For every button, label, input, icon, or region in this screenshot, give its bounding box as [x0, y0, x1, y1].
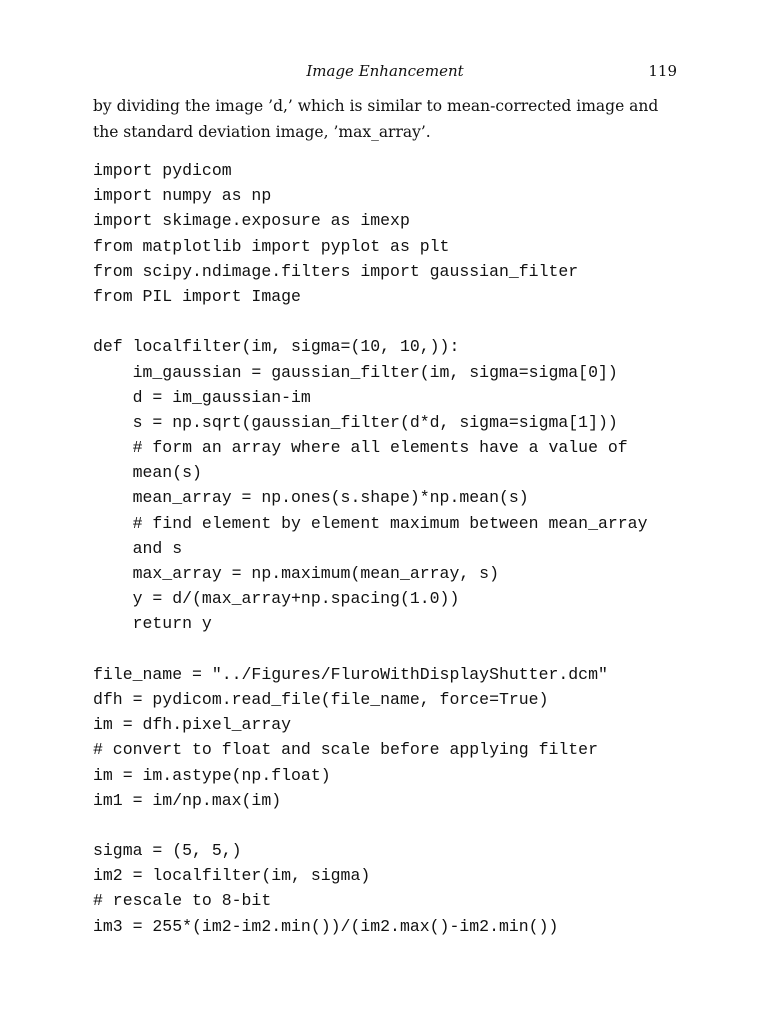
code-line: im = dfh.pixel_array: [93, 715, 292, 735]
code-comment-line: # convert to float and scale before applying filter: [93, 740, 598, 760]
code-line: from matplotlib import pyplot as plt: [93, 236, 450, 256]
code-line: s = np.sqrt(gaussian_filter(d*d, sigma=sigma[1])): [93, 412, 618, 432]
code-line: im_gaussian = gaussian_filter(im, sigma=sigma[0]): [93, 362, 618, 382]
code-line: im1 = im/np.max(im): [93, 790, 282, 810]
code-line: def localfilter(im, sigma=(10, 10,)):: [93, 337, 460, 357]
code-line: im3 = 255*(im2-im2.min())/(im2.max()-im2.min()): [93, 916, 559, 936]
running-header: [93, 60, 677, 82]
code-blank-line: [93, 637, 648, 662]
code-comment-line: # find element by element maximum between mean_array: [93, 513, 648, 533]
body-paragraph: [93, 93, 693, 145]
paragraph-line: the standard deviation image, ’max_array’.: [93, 123, 431, 141]
chapter-title: Image Enhancement: [306, 62, 464, 80]
code-line: return y: [93, 614, 212, 634]
code-line: d = im_gaussian-im: [93, 387, 311, 407]
code-comment-line: # form an array where all elements have a value of: [93, 438, 628, 458]
code-line: file_name = "../Figures/FluroWithDisplayShutter.dcm": [93, 664, 608, 684]
code-line: im2 = localfilter(im, sigma): [93, 866, 371, 886]
code-line: max_array = np.maximum(mean_array, s): [93, 564, 499, 583]
code-line: sigma = (5, 5,): [93, 841, 242, 861]
paragraph-line: by dividing the image ’d,’ which is similar to mean-corrected image and: [93, 97, 659, 115]
code-comment-line: mean(s): [93, 463, 202, 483]
code-line: import pydicom: [93, 161, 232, 180]
code-line: from scipy.ndimage.filters import gaussian_filter: [93, 261, 579, 281]
code-comment-line: # rescale to 8-bit: [93, 891, 272, 911]
code-line: im = im.astype(np.float): [93, 765, 331, 785]
code-blank-line: [93, 813, 648, 838]
code-line: import numpy as np: [93, 186, 272, 206]
code-listing: [93, 158, 648, 939]
code-line: from PIL import Image: [93, 286, 301, 306]
code-line: import skimage.exposure as imexp: [93, 211, 410, 231]
code-blank-line: [93, 309, 648, 334]
code-line: mean_array = np.ones(s.shape)*np.mean(s): [93, 488, 529, 508]
code-comment-line: and s: [93, 538, 183, 558]
page-number: 119: [648, 62, 677, 80]
code-line: y = d/(max_array+np.spacing(1.0)): [93, 589, 460, 609]
code-line: dfh = pydicom.read_file(file_name, force=True): [93, 689, 549, 709]
